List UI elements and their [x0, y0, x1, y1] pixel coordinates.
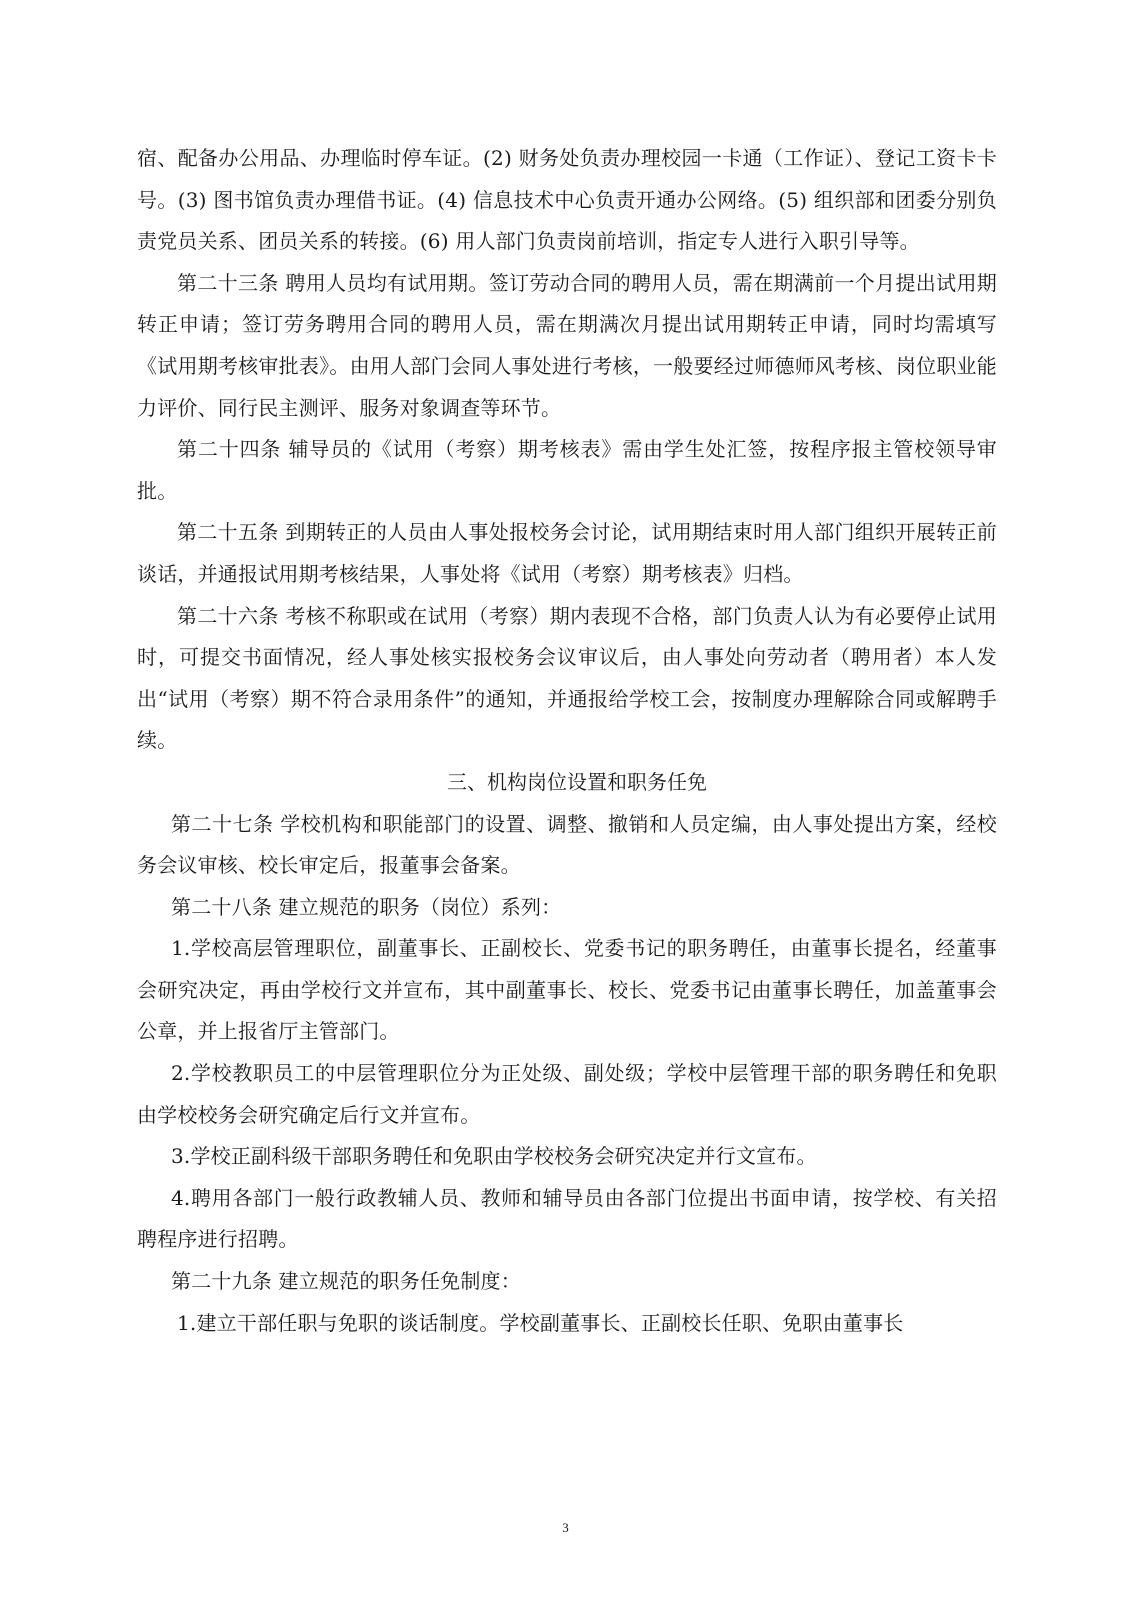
page-number: 3 — [562, 1520, 569, 1535]
list-item-1-b: 1.建立干部任职与免职的谈话制度。学校副董事长、正副校长任职、免职由董事长 — [177, 1310, 904, 1335]
article-29: 第二十九条 建立规范的职务任免制度： — [171, 1269, 521, 1294]
article-26: 第二十六条 考核不称职或在试用（考察）期内表现不合格，部门负责人认为有必要停止试用时，可提交书面情况，经人事处核实报校务会议审议后，由人事处向劳动者（聘用者）本人发出“试用（考察）期不符合录用条件”的通知，并通报给学校工会，按制度办理解除合同或解聘手续。 — [137, 603, 997, 753]
list-item-4: 4.聘用各部门一般行政教辅人员、教师和辅导员由各部门位提出书面申请，按学校、有关招聘程序进行招聘。 — [137, 1185, 997, 1252]
article-28: 第二十八条 建立规范的职务（岗位）系列： — [171, 894, 562, 919]
list-item-2: 2.学校教职员工的中层管理职位分为正处级、副处级；学校中层管理干部的职务聘任和免职由学校校务会研究确定后行文并宣布。 — [137, 1061, 997, 1127]
paragraph-continuation: 宿、配备办公用品、办理临时停车证。(2) 财务处负责办理校园一卡通（工作证）、登记工资卡卡号。(3) 图书馆负责办理借书证。(4) 信息技术中心负责开通办公网络。(5) 组织部和团委分别负责党员关系、团员关系的转接。(6) 用人部门负责岗前培训，指定专人进行入职引导等。 — [137, 146, 997, 254]
document-body — [137, 138, 997, 1344]
article-23: 第二十三条 聘用人员均有试用期。签订劳动合同的聘用人员，需在期满前一个月提出试用期转正申请；签订劳务聘用合同的聘用人员，需在期满次月提出试用期转正申请，同时均需填写《试用期考核审批表》。由用人部门会同人事处进行考核，一般要经过师德师风考核、岗位职业能力评价、同行民主测评、服务对象调查等环节。 — [137, 270, 997, 420]
article-25: 第二十五条 到期转正的人员由人事处报校务会讨论，试用期结束时用人部门组织开展转正前谈话，并通报试用期考核结果，人事处将《试用（考察）期考核表》归档。 — [137, 520, 997, 586]
article-24: 第二十四条 辅导员的《试用（考察）期考核表》需由学生处汇签，按程序报主管校领导审批。 — [137, 437, 997, 503]
article-27: 第二十七条 学校机构和职能部门的设置、调整、撤销和人员定编，由人事处提出方案，经校务会议审核、校长审定后，报董事会备案。 — [137, 811, 997, 878]
list-item-1: 1.学校高层管理职位，副董事长、正副校长、党委书记的职务聘任，由董事长提名，经董事会研究决定，再由学校行文并宣布，其中副董事长、校长、党委书记由董事长聘任，加盖董事会公章，并上报省厅主管部门。 — [137, 936, 997, 1044]
section-heading: 三、机构岗位设置和职务任免 — [447, 769, 707, 794]
list-item-3: 3.学校正副科级干部职务聘任和免职由学校校务会研究决定并行文宣布。 — [171, 1144, 817, 1169]
